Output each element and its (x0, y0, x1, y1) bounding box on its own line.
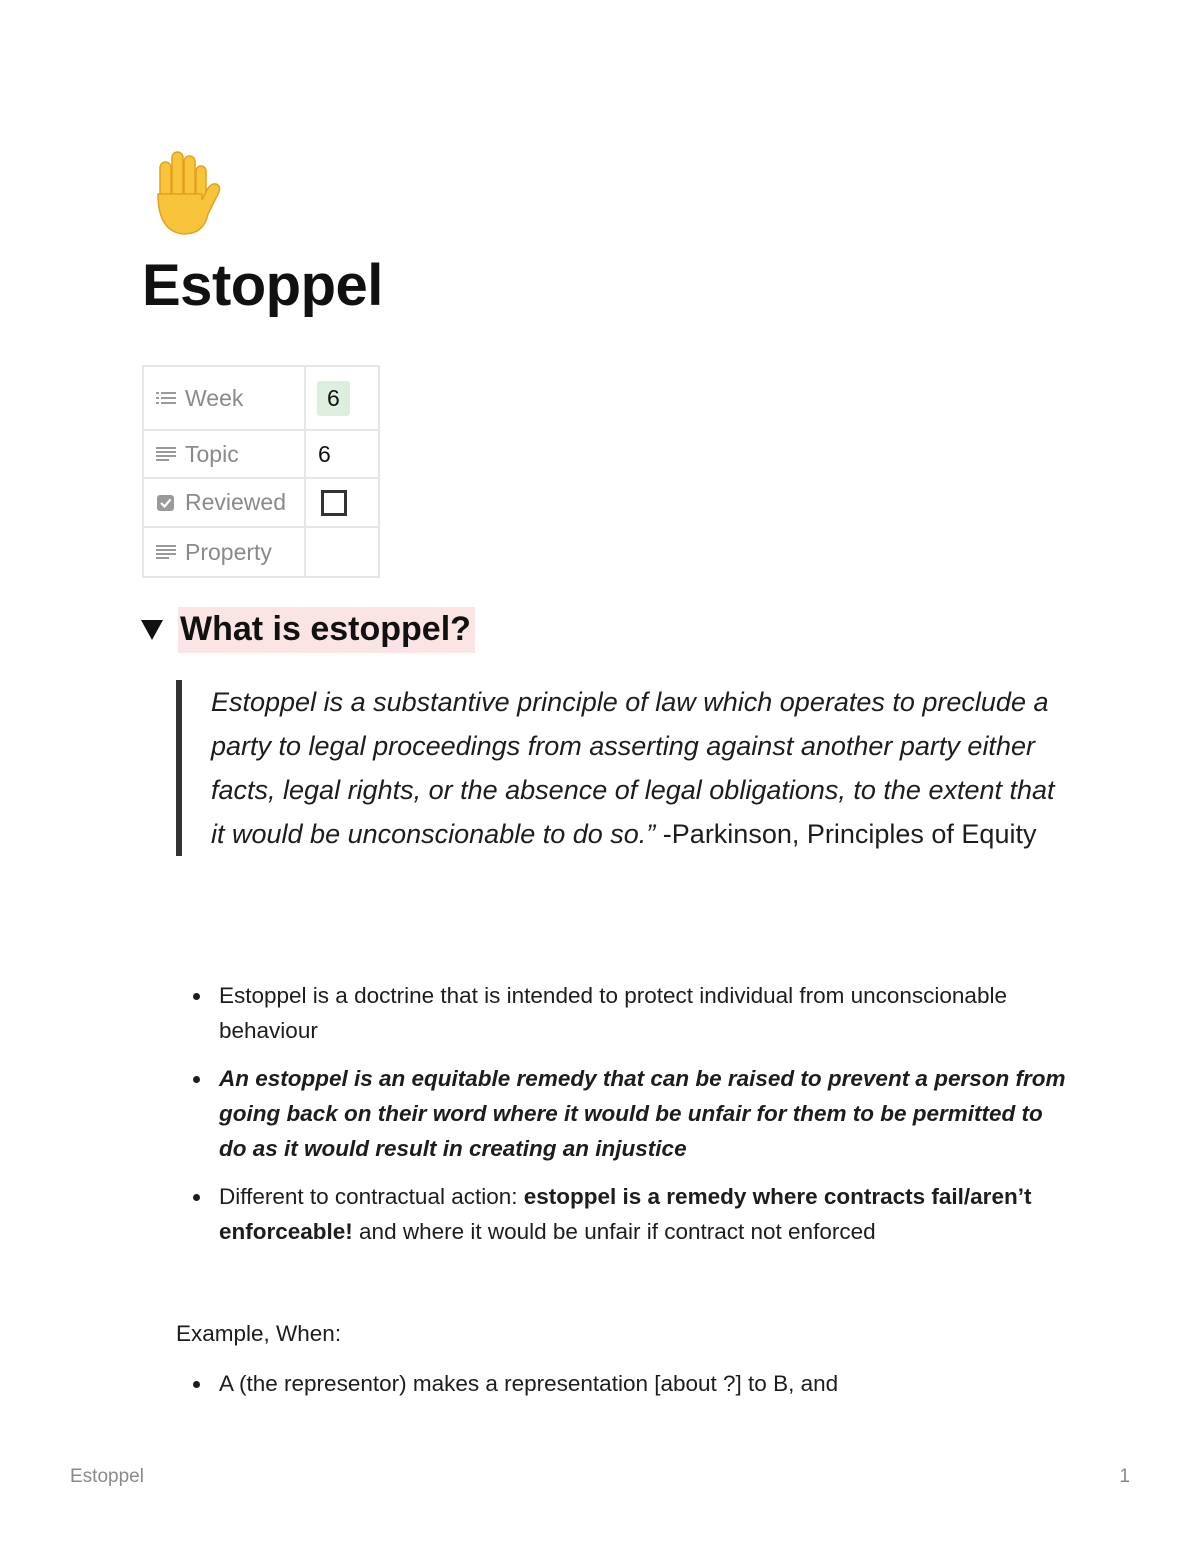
property-label-week: Week (185, 384, 244, 411)
toggle-triangle-icon[interactable] (140, 619, 164, 641)
quote-text: Estoppel is a substantive principle of law which operates to preclude a party to legal proceedings from asserting against another party either facts, legal rights, or the absence of legal obligations, to the extent that it would be unconscionable to do so.” (211, 687, 1055, 849)
property-value-topic: 6 (318, 440, 331, 467)
list-item (175, 1366, 1075, 1401)
toggle-heading: What is estoppel? (178, 607, 475, 653)
text-lines-icon (156, 446, 176, 462)
quote-attribution: -Parkinson, Principles of Equity (655, 819, 1037, 849)
list-item-prefix: Different to contractual action: (219, 1184, 524, 1209)
property-row-topic (143, 430, 379, 478)
property-label-property: Property (185, 538, 272, 565)
list-icon (156, 390, 176, 406)
page-title: Estoppel (142, 253, 383, 318)
properties-table (142, 365, 380, 578)
list-item-text: Estoppel is a doctrine that is intended to protect individual from unconscionable behaviour (219, 983, 1007, 1043)
raised-hand-icon (144, 148, 224, 238)
property-value-week-cell[interactable] (305, 366, 379, 430)
list-item (175, 1061, 1075, 1166)
toggle-block[interactable] (140, 607, 475, 653)
list-item-text: An estoppel is an equitable remedy that can be raised to prevent a person from going back on their word where it would be unfair for them to be permitted to do as it would result in creating an injustice (219, 1066, 1066, 1161)
list-item (175, 1179, 1075, 1249)
bullet-list (175, 978, 1075, 1262)
text-lines-icon (156, 544, 176, 560)
property-label-reviewed: Reviewed (185, 489, 286, 515)
property-row-reviewed (143, 478, 379, 527)
property-value-property (306, 539, 318, 565)
property-value-topic-cell[interactable] (305, 430, 379, 478)
checkbox-icon (156, 494, 176, 512)
list-item-bold: estoppel is a remedy where contracts fail/aren’t enforceable! (219, 1184, 1032, 1244)
page-number: 1 (1119, 1466, 1130, 1487)
property-row-week (143, 366, 379, 430)
quote-block (176, 680, 1071, 856)
property-row-property (143, 527, 379, 577)
example-list (175, 1366, 1075, 1414)
property-value-property-cell[interactable] (305, 527, 379, 577)
list-item-text: A (the representor) makes a representation [about ?] to B, and (219, 1371, 839, 1396)
example-label: Example, When: (176, 1321, 342, 1346)
list-item-suffix: and where it would be unfair if contract not enforced (352, 1219, 876, 1244)
list-item (175, 978, 1075, 1048)
property-label-topic: Topic (185, 440, 239, 467)
footer-title: Estoppel (70, 1466, 144, 1487)
week-tag: 6 (317, 381, 350, 416)
reviewed-checkbox[interactable] (321, 490, 347, 516)
